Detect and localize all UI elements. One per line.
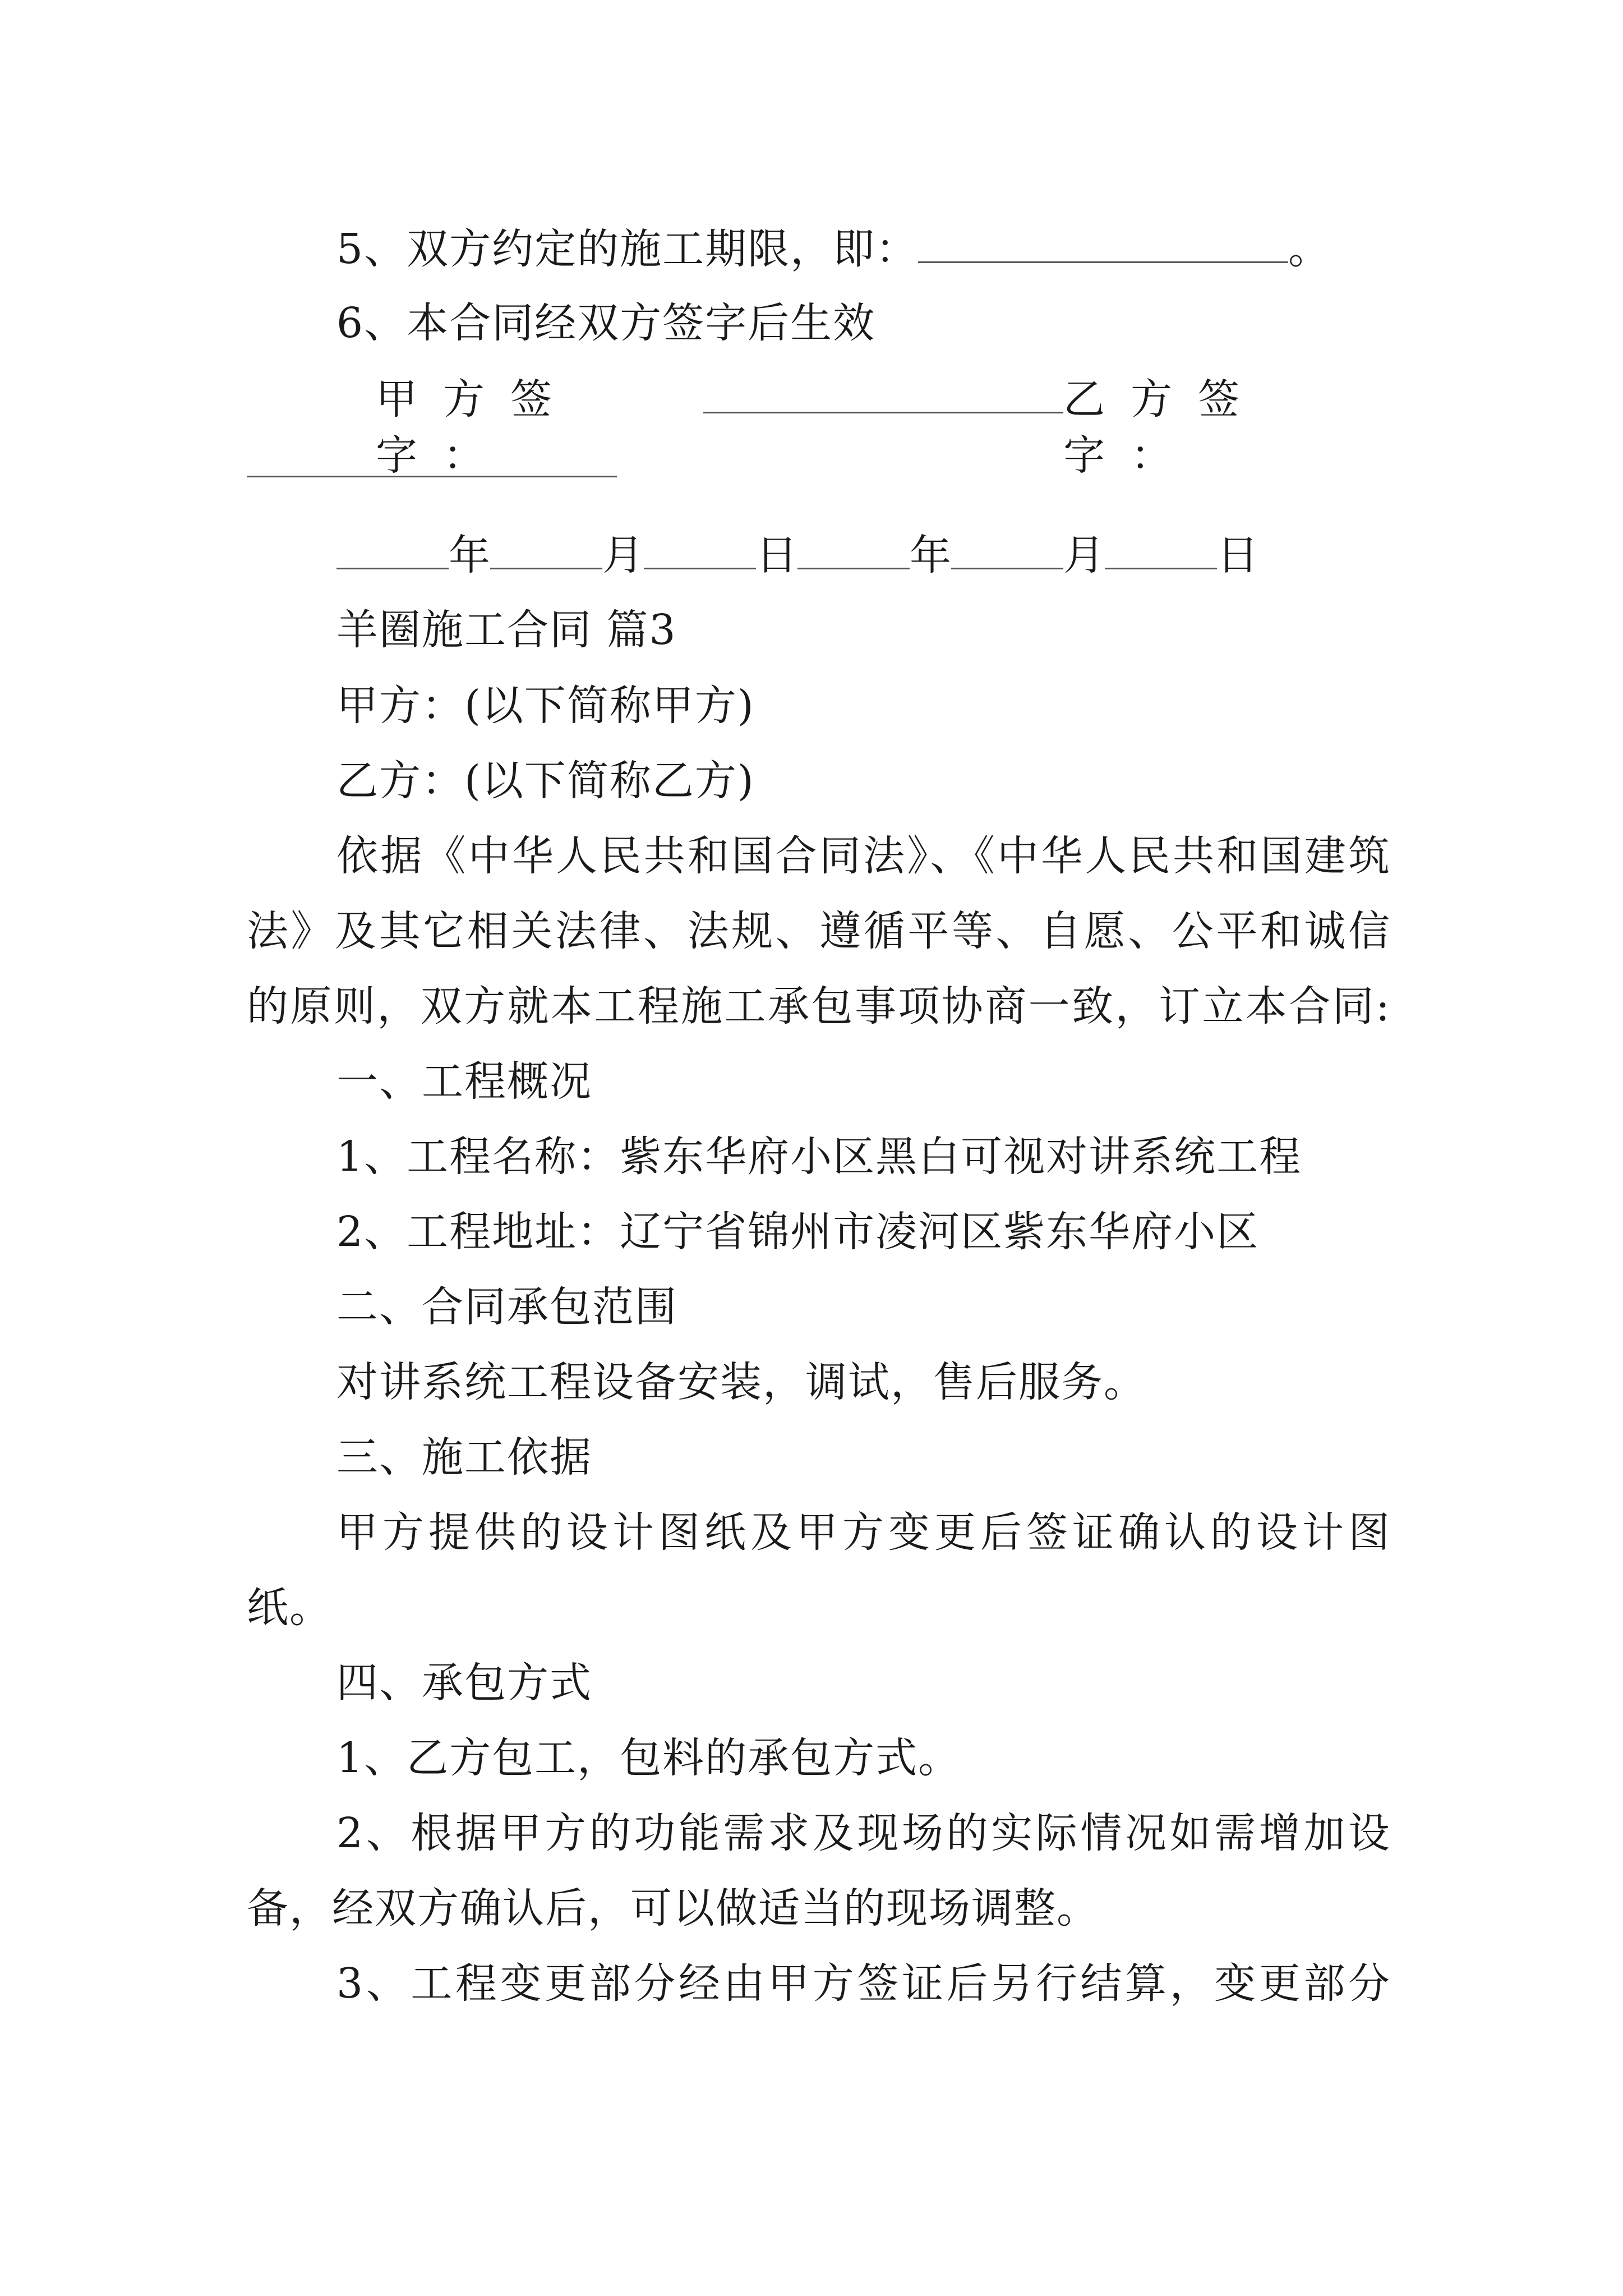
contract-method-item-2-line-1: 2、根据甲方的功能需求及现场的实际情况如需增加设 — [336, 1809, 1391, 1857]
month-blank-b — [951, 534, 1063, 569]
day-blank-b — [1105, 534, 1217, 569]
month-label-b: 月 — [1063, 531, 1105, 579]
project-address: 2、工程地址：辽宁省锦州市凌河区紫东华府小区 — [336, 1208, 1260, 1256]
party-b-signature-blank — [247, 476, 617, 477]
year-label-a: 年 — [449, 531, 490, 579]
party-a-signature-label: 甲方签字： — [376, 375, 578, 480]
clause-item-6: 6、本合同经双方签字后生效 — [336, 299, 876, 347]
intro-line-1: 依据《中华人民共和国合同法》、《中华人民共和国建筑 — [336, 832, 1391, 880]
day-label-a: 日 — [756, 531, 797, 579]
heading-contract-scope: 二、合同承包范围 — [336, 1283, 677, 1331]
month-blank-a — [490, 534, 602, 569]
day-label-b: 日 — [1217, 531, 1258, 579]
construction-basis-line-1: 甲方提供的设计图纸及甲方变更后签证确认的设计图 — [336, 1508, 1391, 1557]
section-title: 羊圈施工合同 篇3 — [336, 606, 677, 654]
contract-method-item-2-line-2: 备，经双方确认后，可以做适当的现场调整。 — [247, 1884, 1099, 1932]
heading-project-overview: 一、工程概况 — [336, 1057, 592, 1106]
year-blank-a — [336, 534, 449, 569]
day-blank-a — [644, 534, 756, 569]
month-label-a: 月 — [602, 531, 644, 579]
construction-basis-line-2: 纸。 — [247, 1584, 332, 1632]
party-a-signature-blank — [703, 370, 1063, 413]
intro-line-2: 法》及其它相关法律、法规、遵循平等、自愿、公平和诚信 — [247, 907, 1391, 955]
heading-contract-method: 四、承包方式 — [336, 1659, 592, 1707]
party-b-line: 乙方：(以下简称乙方) — [336, 757, 755, 805]
clause-item-5-end: 。 — [1288, 225, 1331, 273]
year-blank-b — [797, 534, 910, 569]
contract-scope-body: 对讲系统工程设备安装，调试，售后服务。 — [336, 1358, 1146, 1406]
heading-construction-basis: 三、施工依据 — [336, 1433, 592, 1481]
date-row — [336, 527, 1258, 583]
intro-line-3: 的原则，双方就本工程施工承包事项协商一致，订立本合同: — [247, 982, 1391, 1030]
signature-row — [247, 370, 1391, 484]
year-label-b: 年 — [910, 531, 951, 579]
construction-period-blank — [918, 220, 1288, 263]
clause-item-5-text: 5、双方约定的施工期限，即： — [336, 225, 919, 273]
party-b-signature-label: 乙方签字： — [1063, 375, 1266, 480]
contract-method-item-1: 1、乙方包工，包料的承包方式。 — [336, 1734, 961, 1782]
clause-item-5 — [247, 220, 1391, 277]
contract-method-item-3-line-1: 3、工程变更部分经由甲方签证后另行结算，变更部分 — [336, 1959, 1391, 2008]
project-name: 1、工程名称：紫东华府小区黑白可视对讲系统工程 — [336, 1133, 1302, 1181]
party-a-line: 甲方：(以下简称甲方) — [336, 682, 755, 730]
